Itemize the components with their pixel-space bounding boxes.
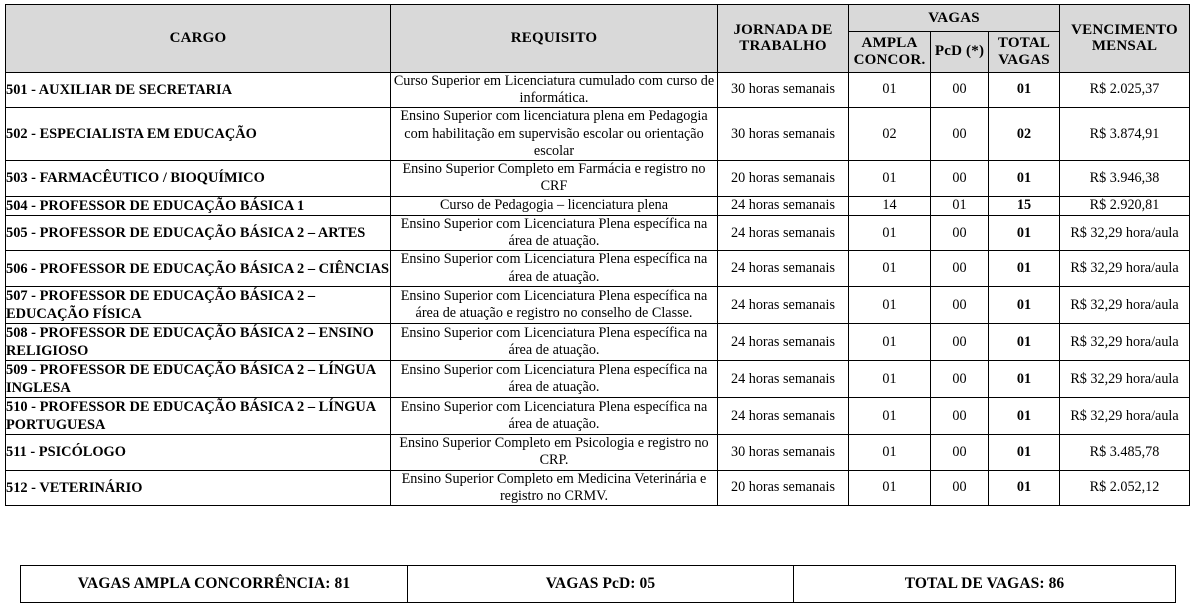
summary-table bbox=[20, 565, 1176, 603]
cell-vencimento: R$ 32,29 hora/aula bbox=[1060, 361, 1190, 398]
table-body bbox=[6, 72, 1190, 506]
table-row bbox=[6, 108, 1190, 161]
cell-vencimento: R$ 3.874,91 bbox=[1060, 108, 1190, 161]
cell-ampla-concorrencia: 14 bbox=[849, 196, 931, 215]
cell-ampla-concorrencia: 01 bbox=[849, 287, 931, 324]
cell-total-vagas: 01 bbox=[989, 361, 1060, 398]
summary-table-container bbox=[20, 565, 1175, 603]
header-pcd: PcD (*) bbox=[931, 32, 989, 73]
positions-table bbox=[5, 4, 1190, 506]
summary-ampla-concorrencia: VAGAS AMPLA CONCORRÊNCIA: 81 bbox=[21, 566, 408, 603]
cell-pcd: 00 bbox=[931, 470, 989, 506]
cell-vencimento: R$ 2.025,37 bbox=[1060, 72, 1190, 108]
table-row bbox=[6, 287, 1190, 324]
header-ampla-concorrencia: AMPLA CONCOR. bbox=[849, 32, 931, 73]
table-row bbox=[6, 470, 1190, 506]
cell-cargo: 506 - PROFESSOR DE EDUCAÇÃO BÁSICA 2 – CIÊNCIAS bbox=[6, 251, 391, 287]
cell-cargo: 508 - PROFESSOR DE EDUCAÇÃO BÁSICA 2 – ENSINO RELIGIOSO bbox=[6, 324, 391, 361]
header-total-vagas: TOTAL VAGAS bbox=[989, 32, 1060, 73]
cell-requisito: Ensino Superior com Licenciatura Plena específica na área de atuação. bbox=[391, 324, 718, 361]
cell-requisito: Curso Superior em Licenciatura cumulado com curso de informática. bbox=[391, 72, 718, 108]
cell-pcd: 00 bbox=[931, 215, 989, 251]
cell-pcd: 00 bbox=[931, 161, 989, 197]
cell-vencimento: R$ 32,29 hora/aula bbox=[1060, 324, 1190, 361]
summary-row bbox=[21, 566, 1176, 603]
cell-ampla-concorrencia: 01 bbox=[849, 435, 931, 471]
cell-total-vagas: 01 bbox=[989, 470, 1060, 506]
cell-cargo: 504 - PROFESSOR DE EDUCAÇÃO BÁSICA 1 bbox=[6, 196, 391, 215]
cell-vencimento: R$ 2.052,12 bbox=[1060, 470, 1190, 506]
cell-jornada: 24 horas semanais bbox=[718, 398, 849, 435]
cell-total-vagas: 01 bbox=[989, 287, 1060, 324]
main-table-container bbox=[5, 4, 1189, 506]
cell-total-vagas: 01 bbox=[989, 251, 1060, 287]
cell-ampla-concorrencia: 01 bbox=[849, 251, 931, 287]
table-row bbox=[6, 324, 1190, 361]
table-row bbox=[6, 72, 1190, 108]
cell-cargo: 510 - PROFESSOR DE EDUCAÇÃO BÁSICA 2 – LÍNGUA PORTUGUESA bbox=[6, 398, 391, 435]
cell-pcd: 00 bbox=[931, 108, 989, 161]
cell-requisito: Ensino Superior com Licenciatura Plena específica na área de atuação e registro no conselho de Classe. bbox=[391, 287, 718, 324]
table-row bbox=[6, 361, 1190, 398]
table-row bbox=[6, 196, 1190, 215]
cell-total-vagas: 01 bbox=[989, 72, 1060, 108]
cell-ampla-concorrencia: 02 bbox=[849, 108, 931, 161]
cell-ampla-concorrencia: 01 bbox=[849, 361, 931, 398]
table-row bbox=[6, 215, 1190, 251]
cell-requisito: Ensino Superior com licenciatura plena em Pedagogia com habilitação em supervisão escolar ou orientação escolar bbox=[391, 108, 718, 161]
cell-vencimento: R$ 3.485,78 bbox=[1060, 435, 1190, 471]
table-header bbox=[6, 5, 1190, 73]
cell-ampla-concorrencia: 01 bbox=[849, 161, 931, 197]
header-vagas-group: VAGAS bbox=[849, 5, 1060, 32]
cell-total-vagas: 01 bbox=[989, 435, 1060, 471]
table-row bbox=[6, 398, 1190, 435]
cell-jornada: 20 horas semanais bbox=[718, 161, 849, 197]
cell-cargo: 512 - VETERINÁRIO bbox=[6, 470, 391, 506]
cell-jornada: 24 horas semanais bbox=[718, 287, 849, 324]
cell-cargo: 505 - PROFESSOR DE EDUCAÇÃO BÁSICA 2 – ARTES bbox=[6, 215, 391, 251]
cell-cargo: 503 - FARMACÊUTICO / BIOQUÍMICO bbox=[6, 161, 391, 197]
cell-total-vagas: 01 bbox=[989, 324, 1060, 361]
header-jornada-trabalho: JORNADA DE TRABALHO bbox=[718, 5, 849, 73]
table-row bbox=[6, 435, 1190, 471]
cell-total-vagas: 02 bbox=[989, 108, 1060, 161]
summary-pcd: VAGAS PcD: 05 bbox=[408, 566, 794, 603]
cell-jornada: 30 horas semanais bbox=[718, 108, 849, 161]
cell-requisito: Ensino Superior com Licenciatura Plena específica na área de atuação. bbox=[391, 361, 718, 398]
cell-total-vagas: 01 bbox=[989, 398, 1060, 435]
table-row bbox=[6, 251, 1190, 287]
cell-total-vagas: 15 bbox=[989, 196, 1060, 215]
cell-ampla-concorrencia: 01 bbox=[849, 72, 931, 108]
cell-vencimento: R$ 2.920,81 bbox=[1060, 196, 1190, 215]
cell-pcd: 00 bbox=[931, 361, 989, 398]
cell-jornada: 24 horas semanais bbox=[718, 251, 849, 287]
cell-jornada: 30 horas semanais bbox=[718, 72, 849, 108]
cell-requisito: Ensino Superior Completo em Medicina Veterinária e registro no CRMV. bbox=[391, 470, 718, 506]
cell-requisito: Ensino Superior Completo em Farmácia e registro no CRF bbox=[391, 161, 718, 197]
cell-cargo: 511 - PSICÓLOGO bbox=[6, 435, 391, 471]
cell-ampla-concorrencia: 01 bbox=[849, 324, 931, 361]
cell-cargo: 501 - AUXILIAR DE SECRETARIA bbox=[6, 72, 391, 108]
cell-cargo: 502 - ESPECIALISTA EM EDUCAÇÃO bbox=[6, 108, 391, 161]
cell-jornada: 24 horas semanais bbox=[718, 361, 849, 398]
cell-pcd: 00 bbox=[931, 72, 989, 108]
cell-pcd: 00 bbox=[931, 287, 989, 324]
cell-total-vagas: 01 bbox=[989, 215, 1060, 251]
cell-pcd: 00 bbox=[931, 435, 989, 471]
cell-vencimento: R$ 3.946,38 bbox=[1060, 161, 1190, 197]
summary-total-vagas: TOTAL DE VAGAS: 86 bbox=[794, 566, 1176, 603]
cell-requisito: Ensino Superior com Licenciatura Plena específica na área de atuação. bbox=[391, 251, 718, 287]
cell-cargo: 507 - PROFESSOR DE EDUCAÇÃO BÁSICA 2 – EDUCAÇÃO FÍSICA bbox=[6, 287, 391, 324]
header-cargo: CARGO bbox=[6, 5, 391, 73]
cell-jornada: 20 horas semanais bbox=[718, 470, 849, 506]
cell-ampla-concorrencia: 01 bbox=[849, 215, 931, 251]
cell-pcd: 00 bbox=[931, 398, 989, 435]
cell-total-vagas: 01 bbox=[989, 161, 1060, 197]
cell-jornada: 24 horas semanais bbox=[718, 196, 849, 215]
cell-ampla-concorrencia: 01 bbox=[849, 398, 931, 435]
header-row-primary bbox=[6, 5, 1190, 32]
cell-cargo: 509 - PROFESSOR DE EDUCAÇÃO BÁSICA 2 – LÍNGUA INGLESA bbox=[6, 361, 391, 398]
cell-pcd: 01 bbox=[931, 196, 989, 215]
cell-requisito: Ensino Superior com Licenciatura Plena específica na área de atuação. bbox=[391, 398, 718, 435]
table-row bbox=[6, 161, 1190, 197]
cell-requisito: Curso de Pedagogia – licenciatura plena bbox=[391, 196, 718, 215]
cell-requisito: Ensino Superior com Licenciatura Plena específica na área de atuação. bbox=[391, 215, 718, 251]
cell-vencimento: R$ 32,29 hora/aula bbox=[1060, 251, 1190, 287]
cell-vencimento: R$ 32,29 hora/aula bbox=[1060, 398, 1190, 435]
header-requisito: REQUISITO bbox=[391, 5, 718, 73]
cell-vencimento: R$ 32,29 hora/aula bbox=[1060, 287, 1190, 324]
cell-jornada: 24 horas semanais bbox=[718, 215, 849, 251]
cell-pcd: 00 bbox=[931, 251, 989, 287]
cell-requisito: Ensino Superior Completo em Psicologia e registro no CRP. bbox=[391, 435, 718, 471]
cell-jornada: 24 horas semanais bbox=[718, 324, 849, 361]
header-vencimento-mensal: VENCIMENTO MENSAL bbox=[1060, 5, 1190, 73]
cell-jornada: 30 horas semanais bbox=[718, 435, 849, 471]
cell-pcd: 00 bbox=[931, 324, 989, 361]
cell-vencimento: R$ 32,29 hora/aula bbox=[1060, 215, 1190, 251]
cell-ampla-concorrencia: 01 bbox=[849, 470, 931, 506]
